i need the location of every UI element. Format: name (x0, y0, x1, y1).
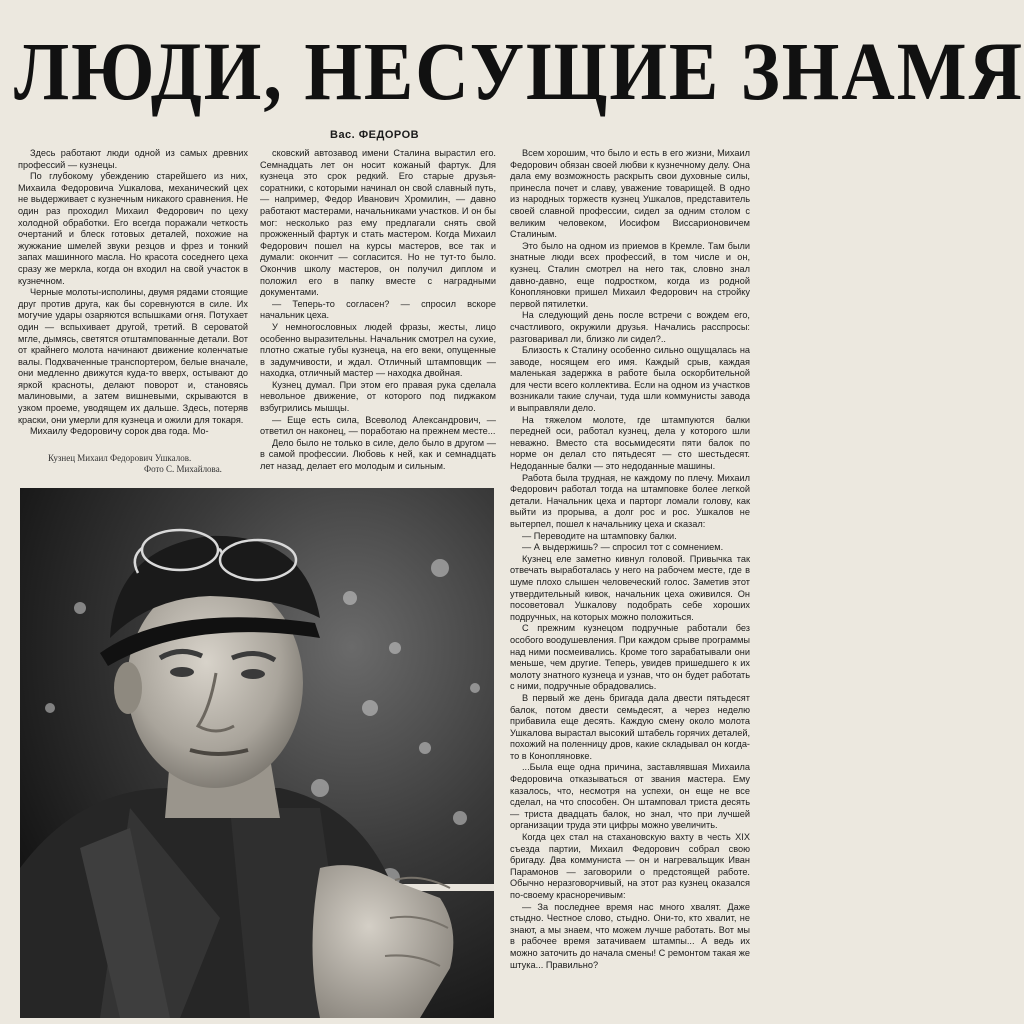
paragraph: Всем хорошим, что было и есть в его жизни, Михаил Федорович обязан своей любви к кузнечному делу. Она дала ему возможность раскрыть свои духовные силы, принесла почет и славу, уважение товарищей. В одно из народных торжеств кузнец Ушкалов, представитель своей славной профессии, сидел за одним столом с великим человеком, Иосифом Виссарионовичем Сталиным. (510, 148, 750, 240)
paragraph: Близость к Сталину особенно сильно ощущалась на заводе, носящем его имя. Каждый срыв, каждая маленькая задержка в работе была оскорбительной для чести всего коллектива. Если на одном из участков возникали такие случаи, туда шли коммунисты завода и выправляли дело. (510, 345, 750, 414)
paragraph: сковский автозавод имени Сталина вырастил его. Семнадцать лет он носит кожаный фартук. Для кузнеца это срок редкий. Его старые друзья-соратники, с которыми начинал он свой славный путь, — например, Федор Иванович Хромилин, — давно работают мастерами, начальниками участков. И он бы мог: несколько раз ему предлагали снять свой прожженный фартук и стать мастером. Когда Михаил Федорович пошел на курсы мастеров, все так и думали: окончит — согласится. Но не тут-то было. Окончив школу мастеров, он получил диплом и положил его в папку вместе с наградными документами. (260, 148, 496, 298)
photo-credit: Фото С. Михайлова. (144, 464, 222, 474)
paragraph: По глубокому убеждению старейшего из них, Михаила Федоровича Ушкалова, механический цех не выдерживает с кузнечным никакого сравнения. Не один раз проходил Михаил Федорович по цеху холодной обработки. Его всегда поражали четкость очертаний и блеск готовых деталей, похожие на жужжание шмелей звуки резцов и фрез и тонкий запах машинного масла. Но красота соседнего цеха сразу же меркла, когда он входил на свой участок в кузнечном. (18, 171, 248, 286)
paragraph: На тяжелом молоте, где штампуются балки передней оси, работал кузнец, дела у которого шли неважно. Вместо ста восьмидесяти пяти балок по норме он делал сто пятьдесят — сто шестьдесят. Недоданные балки — это недоданные машины. (510, 414, 750, 472)
paragraph: В первый же день бригада дала двести пятьдесят балок, потом двести семьдесят, а через неделю прибавила еще десять. Каждую смену около молота Ушкалова вырастал высокий штабель горячих деталей, похожий на поленницу дров, какие складывал он когда-то в Конопляновке. (510, 692, 750, 761)
paragraph: Работа была трудная, не каждому по плечу. Михаил Федорович работал тогда на штамповке более легкой детали. Начальник цеха и парторг ломали голову, как выйти из прорыва, а долг рос и рос. Ушкалов не вытерпел, пошел к начальнику цеха и сказал: (510, 472, 750, 529)
text-column-2 (260, 148, 496, 473)
paragraph: — А выдержишь? — спросил тот с сомнением. (522, 542, 724, 553)
paragraph: — Теперь-то согласен? — спросил вскоре начальник цеха. (260, 298, 496, 321)
photo-caption (48, 453, 248, 475)
paragraph: На следующий день после встречи с вождем его, счастливого, окружили друзья. Начались расспросы: разговаривал ли, близко ли сидел?.. (510, 310, 750, 344)
paragraph: Это было на одном из приемов в Кремле. Там были знатные люди всех профессий, в том числе и он, кузнец. Сталин смотрел на него так, словно знал давно-давно, еще подростком, когда из родной Конопляновки пришел Михаил Федорович на стройку первой пятилетки. (510, 240, 750, 309)
blacksmith-portrait-illustration (20, 488, 494, 1018)
article-headline: ЛЮДИ, НЕСУЩИЕ ЗНАМЯ (14, 26, 1024, 118)
paragraph: ...Была еще одна причина, заставлявшая Михаила Федоровича отказываться от звания мастера. Ему казалось, что, несмотря на успехи, он еще не все сделал, на что способен. Он штамповал триста десять — триста двадцать балок, но знал, что при лучшей организации труда эти цифры можно увеличить. (510, 762, 750, 831)
paragraph: Дело было не только в силе, дело было в другом — в самой профессии. Любовь к ней, как и семнадцать лет назад, делает его молодым и сильным. (260, 437, 496, 472)
article-byline: Вас. ФЕДОРОВ (330, 129, 420, 141)
paragraph: — За последнее время нас много хвалят. Даже стыдно. Честное слово, стыдно. Они-то, кто хвалит, не знают, а мы знаем, что можем лучше работать. Вот мы в рабочее время затачиваем штампы... А ведь их можно заточить до начала смены! С ремонтом такая же штука... Правильно? (510, 901, 750, 970)
portrait-photo (20, 488, 494, 1018)
paragraph: — Переводите на штамповку балки. (522, 530, 677, 541)
paragraph: — Еще есть сила, Всеволод Александрович, — ответил он наконец, — поработаю на прежнем месте... (260, 414, 496, 437)
paragraph: Кузнец еле заметно кивнул головой. Привычка так отвечать выработалась у него на рабочем месте, где в шуме плохо слышен человеческий голос. Заметив этот утвердительный кивок, начальник цеха оживился. Он посоветовал Ушкалову подобрать себе хороших подручных, на которых можно положиться. (510, 553, 750, 622)
caption-subject: Кузнец Михаил Федорович Ушкалов. (48, 453, 192, 463)
text-column-1 (18, 148, 248, 448)
paragraph: У немногословных людей фразы, жесты, лицо особенно выразительны. Начальник смотрел на сухие, плотно сжатые губы кузнеца, на его веки, опущенные в задумчивости, и ждал. Отличный штамповщик — находка, отличный мастер — находка двойная. (260, 321, 496, 379)
paragraph: С прежним кузнецом подручные работали без особого воодушевления. При каждом срыве программы над ними посмеивались. Кроме того зарабатывали они меньше, чем другие. Теперь, увидев пришедшего к их молоту знатного кузнеца и узнав, что он будет работать с ними, подручные обрадовались. (510, 623, 750, 692)
paragraph: Черные молоты-исполины, двумя рядами стоящие друг против друга, как бы соревнуются в силе. Их могучие удары озаряются вспышками огня. Потухает один — вспыхивает другой, третий. В сероватой мгле, дымясь, светятся отштампованные детали. Вот от крайнего молота начинают движение коленчатые валы. Подхваченные транспортером, белые вначале, они медленно движутся куда-то вверх, остывают до яркой красноты, делают поворот и, становясь малиновыми, а затем вишневыми, скрываются в узком проеме, уводящем их дальше. Здесь, потеряв краски, они умерли для кузнеца и ожили для токаря. (18, 287, 248, 425)
paragraph: Здесь работают люди одной из самых древних профессий — кузнецы. (18, 148, 248, 170)
text-column-3 (510, 148, 750, 1018)
paragraph: Когда цех стал на стахановскую вахту в честь XIX съезда партии, Михаил Федорович собрал свою бригаду. Два коммуниста — он и нагревальщик Иван Парамонов — заговорили о предстоящей работе. Обычно неразговорчивый, на этот раз кузнец оказался по-своему красноречивым: (510, 832, 750, 900)
paragraph: Кузнец думал. При этом его правая рука сделала невольное движение, от которого под пиджаком взбугрились мышцы. (260, 379, 496, 414)
paragraph: Михаилу Федоровичу сорок два года. Мо- (30, 426, 209, 437)
